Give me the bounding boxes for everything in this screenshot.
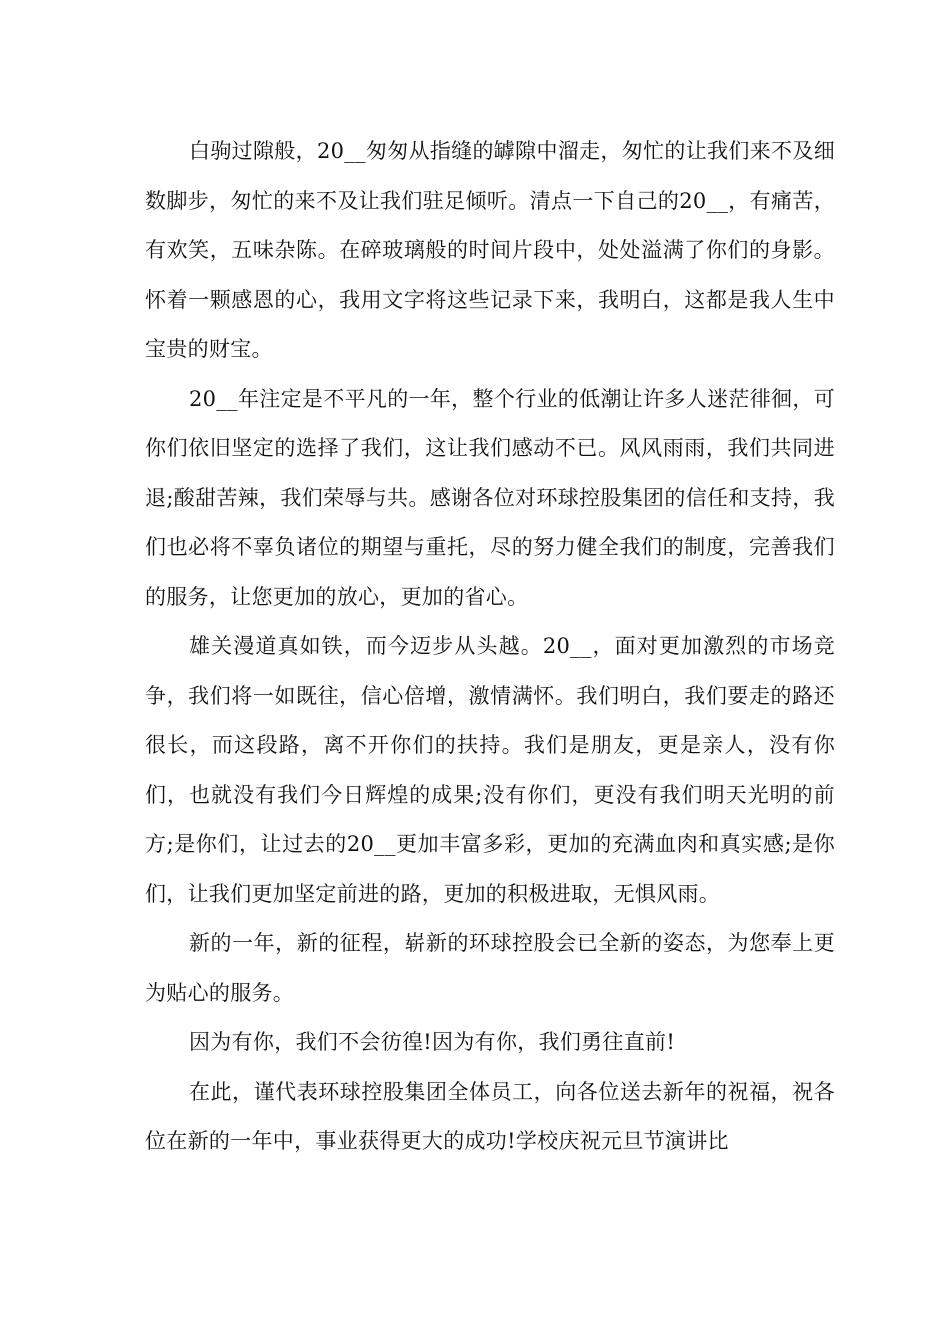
paragraph-4: 新的一年，新的征程，崭新的环球控股会已全新的姿态，为您奉上更为贴心的服务。 bbox=[145, 931, 835, 1005]
paragraph-6: 在此，谨代表环球控股集团全体员工，向各位送去新年的祝福，祝各位在新的一年中，事业获得更大的成功!学校庆祝元旦节演讲比 bbox=[145, 1079, 835, 1153]
paragraph-5: 因为有你，我们不会彷徨!因为有你，我们勇往直前! bbox=[189, 1030, 676, 1054]
paragraph-2: 20__年注定是不平凡的一年，整个行业的低潮让许多人迷茫徘徊，可你们依旧坚定的选择了我们，这让我们感动不已。风风雨雨，我们共同进退;酸甜苦辣，我们荣辱与共。感谢各位对环球控股集团的信任和支持，我们也必将不辜负诸位的期望与重托，尽的努力健全我们的制度，完善我们的服务，让您更加的放心，更加的省心。 bbox=[145, 386, 835, 609]
paragraph-1: 白驹过隙般，20__匆匆从指缝的罅隙中溜走，匆忙的让我们来不及细数脚步，匆忙的来不及让我们驻足倾听。清点一下自己的20__，有痛苦，有欢笑，五味杂陈。在碎玻璃般的时间片段中，处处溢满了你们的身影。怀着一颗感恩的心，我用文字将这些记录下来，我明白，这都是我人生中宝贵的财宝。 bbox=[145, 139, 835, 361]
document-body bbox=[145, 127, 835, 1167]
paragraph-3: 雄关漫道真如铁，而今迈步从头越。20__，面对更加激烈的市场竞争，我们将一如既往，信心倍增，激情满怀。我们明白，我们要走的路还很长，而这段路，离不开你们的扶持。我们是朋友，更是亲人，没有你们，也就没有我们今日辉煌的成果;没有你们，更没有我们明天光明的前方;是你们，让过去的20__更加丰富多彩，更加的充满血肉和真实感;是你们，让我们更加坚定前进的路，更加的积极进取，无惧风雨。 bbox=[145, 634, 835, 906]
